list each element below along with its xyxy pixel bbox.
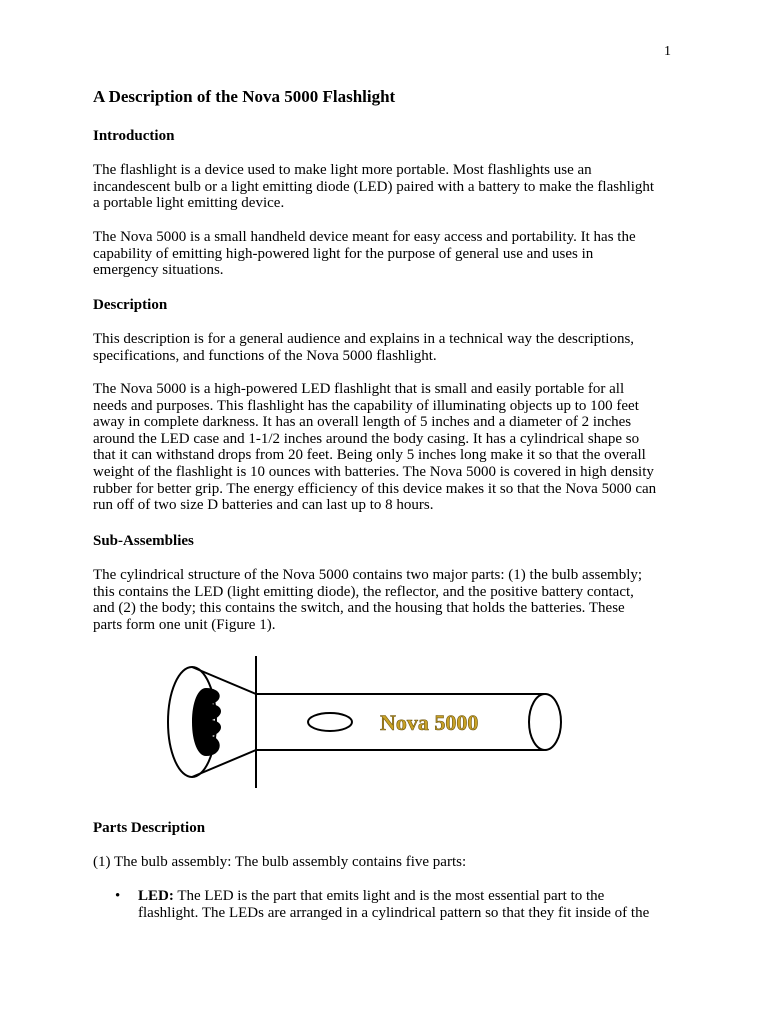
parts-description-intro: (1) The bulb assembly: The bulb assembly contains five parts: [93, 854, 467, 870]
bullet-icon: • [115, 888, 121, 904]
description-paragraph-2 [93, 381, 683, 514]
page-number: 1 [664, 44, 671, 59]
switch [308, 713, 352, 731]
end-cap [529, 694, 561, 750]
heading-introduction: Introduction [93, 128, 175, 144]
text-line: rubber for better grip. The energy efficiency of this device makes it so that the Nova 5000 can [93, 480, 657, 497]
text-line: around the LED case and 1-1/2 inches around the body casing. It has a cylindrical shape so [93, 430, 640, 447]
bullet-term: LED: [138, 888, 174, 904]
heading-parts-description: Parts Description [93, 820, 206, 836]
led-array [192, 688, 221, 756]
sub-assemblies-paragraph [93, 567, 683, 633]
text-line: parts form one unit (Figure 1). [93, 616, 276, 633]
text-line: The cylindrical structure of the Nova 5000 contains two major parts: (1) the bulb assembly; [93, 567, 643, 583]
text-line: flashlight. The LEDs are arranged in a cylindrical pattern so that they fit inside of the [138, 904, 650, 921]
text-line: this contains the LED (light emitting diode), the reflector, and the positive battery contact, [93, 583, 634, 600]
text-line: a portable light emitting device. [93, 195, 285, 212]
parts-list [93, 888, 683, 921]
introduction-paragraph-1 [93, 162, 683, 212]
text-line: weight of the flashlight is 10 ounces with batteries. The Nova 5000 is covered in high density [93, 463, 654, 480]
flashlight-figure [160, 652, 570, 792]
text-line: run off of two size D batteries and can last up to 8 hours. [93, 497, 434, 514]
text-line: emergency situations. [93, 262, 224, 279]
figure-label: Nova 5000 [380, 710, 479, 735]
description-paragraph-1 [93, 331, 683, 364]
bullet-text: The LED is the part that emits light and is the most essential part to the [173, 888, 605, 904]
text-line: away in complete darkness. It has an overall length of 5 inches and a diameter of 2 inches [93, 414, 632, 431]
document-title: A Description of the Nova 5000 Flashlight [93, 87, 396, 106]
text-line: capability of emitting high-powered light for the purpose of general use and uses in [93, 245, 594, 262]
text-line: incandescent bulb or a light emitting diode (LED) paired with a battery to make the flashlight [93, 178, 655, 195]
heading-description: Description [93, 297, 168, 313]
text-line: specifications, and functions of the Nova 5000 flashlight. [93, 347, 437, 364]
text-line: The flashlight is a device used to make light more portable. Most flashlights use an [93, 162, 592, 178]
text-line: This description is for a general audience and explains in a technical way the descriptions, [93, 331, 635, 347]
text-line: and (2) the body; this contains the switch, and the housing that holds the batteries. These [93, 600, 625, 617]
heading-sub-assemblies: Sub-Assemblies [93, 533, 194, 549]
introduction-paragraph-2 [93, 229, 683, 279]
text-line [138, 888, 683, 905]
text-line: The Nova 5000 is a high-powered LED flashlight that is small and easily portable for all [93, 381, 625, 397]
list-item [93, 888, 683, 921]
text-line: The Nova 5000 is a small handheld device meant for easy access and portability. It has the [93, 229, 636, 245]
text-line: that it can withstand drops from 20 feet. Being only 5 inches long make it so that the overall [93, 447, 646, 464]
text-line: needs and purposes. This flashlight has the capability of illuminating objects up to 100 feet [93, 397, 639, 414]
